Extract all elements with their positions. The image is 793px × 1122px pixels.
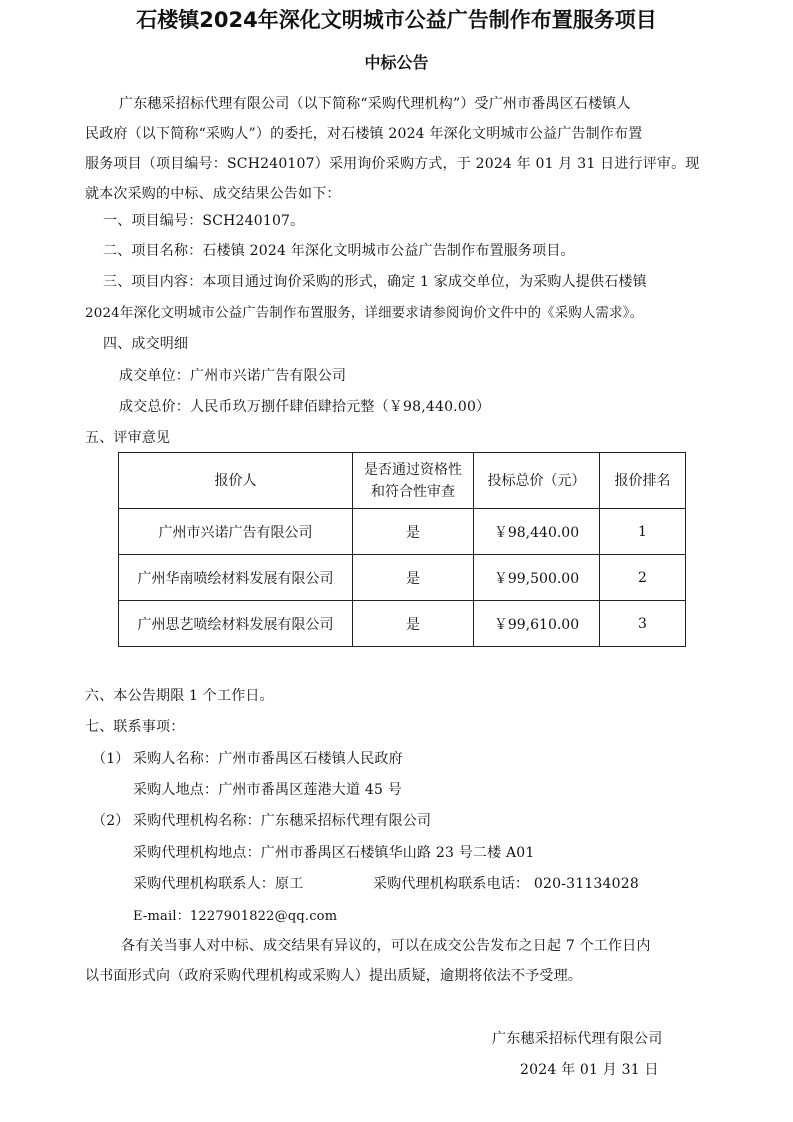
review-result-table [118,452,686,647]
table-row [119,601,686,647]
item-project-number: 一、项目编号：SCH240107。 [103,213,305,229]
cell-rank: 3 [600,601,686,647]
intro-line-4: 就本次采购的中标、成交结果公告如下： [85,186,341,202]
buyer-address: 采购人地点：广州市番禺区莲港大道 45 号 [133,782,402,798]
signature-date: 2024 年 01 月 31 日 [520,1062,659,1078]
agency-contact-phone: 采购代理机构联系电话： 020-31134028 [373,876,639,892]
agency-name: 采购代理机构名称：广东穗采招标代理有限公司 [133,813,432,829]
cell-bidder: 广州市兴诺广告有限公司 [119,509,353,555]
cell-qualified: 是 [353,601,474,647]
intro-line-2: 民政府（以下简称“采购人”）的委托，对石楼镇 2024 年深化文明城市公益广告制作布置 [85,126,643,142]
item-review-opinion: 五、评审意见 [85,430,171,446]
cell-price: ￥99,610.00 [474,601,600,647]
contact-heading: 七、联系事项： [85,719,185,735]
header-qualified [353,453,474,509]
cell-bidder: 广州思艺喷绘材料发展有限公司 [119,601,353,647]
deal-winner: 成交单位：广州市兴诺广告有限公司 [119,368,347,384]
buyer-name: 采购人名称：广州市番禺区石楼镇人民政府 [133,751,403,767]
table-row [119,555,686,601]
cell-bidder: 广州华南喷绘材料发展有限公司 [119,555,353,601]
announcement-period: 六、本公告期限 1 个工作日。 [85,688,274,704]
cell-rank: 2 [600,555,686,601]
header-price: 投标总价（元） [474,453,600,509]
intro-line-1: 广东穗采招标代理有限公司（以下简称“采购代理机构”）受广州市番禺区石楼镇人 [119,96,631,112]
item-deal-details: 四、成交明细 [103,336,189,352]
cell-rank: 1 [600,509,686,555]
cell-qualified: 是 [353,509,474,555]
item-project-content-line-1: 三、项目内容：本项目通过询价采购的形式，确定 1 家成交单位，为采购人提供石楼镇 [103,274,647,290]
cell-price: ￥99,500.00 [474,555,600,601]
agency-address: 采购代理机构地点：广州市番禺区石楼镇华山路 23 号二楼 A01 [133,845,535,861]
item-project-name: 二、项目名称：石楼镇 2024 年深化文明城市公益广告制作布置服务项目。 [103,243,575,259]
agency-email: E-mail：1227901822@qq.com [133,909,338,924]
cell-qualified: 是 [353,555,474,601]
intro-line-3: 服务项目（项目编号：SCH240107）采用询价采购方式，于 2024 年 01 月 31 日进行评审。现 [85,156,700,172]
header-bidder: 报价人 [119,453,353,509]
cell-price: ￥98,440.00 [474,509,600,555]
deal-total-price: 成交总价：人民币玖万捌仟肆佰肆拾元整（￥98,440.00） [119,399,491,415]
item-project-content-line-2: 2024年深化文明城市公益广告制作布置服务，详细要求请参阅询价文件中的《采购人需求》。 [85,306,644,321]
table-row [119,509,686,555]
document-subtitle: 中标公告 [364,53,429,72]
signature-organization: 广东穗采招标代理有限公司 [492,1031,663,1047]
objection-line-2: 以书面形式向（政府采购代理机构或采购人）提出质疑，逾期将依法不予受理。 [85,968,582,984]
agency-contact-person: 采购代理机构联系人：原工 [133,876,304,892]
table-header-row [119,453,686,509]
contact-number-1: （1） [92,751,130,767]
header-qualified-line-1: 是否通过资格性 [364,461,462,478]
document-title: 石楼镇2024年深化文明城市公益广告制作布置服务项目 [136,8,657,32]
contact-number-2: （2） [92,813,130,829]
header-qualified-line-2: 和符合性审查 [371,483,455,500]
objection-line-1: 各有关当事人对中标、成交结果有异议的，可以在成交公告发布之日起 7 个工作日内 [121,938,651,954]
header-rank: 报价排名 [600,453,686,509]
